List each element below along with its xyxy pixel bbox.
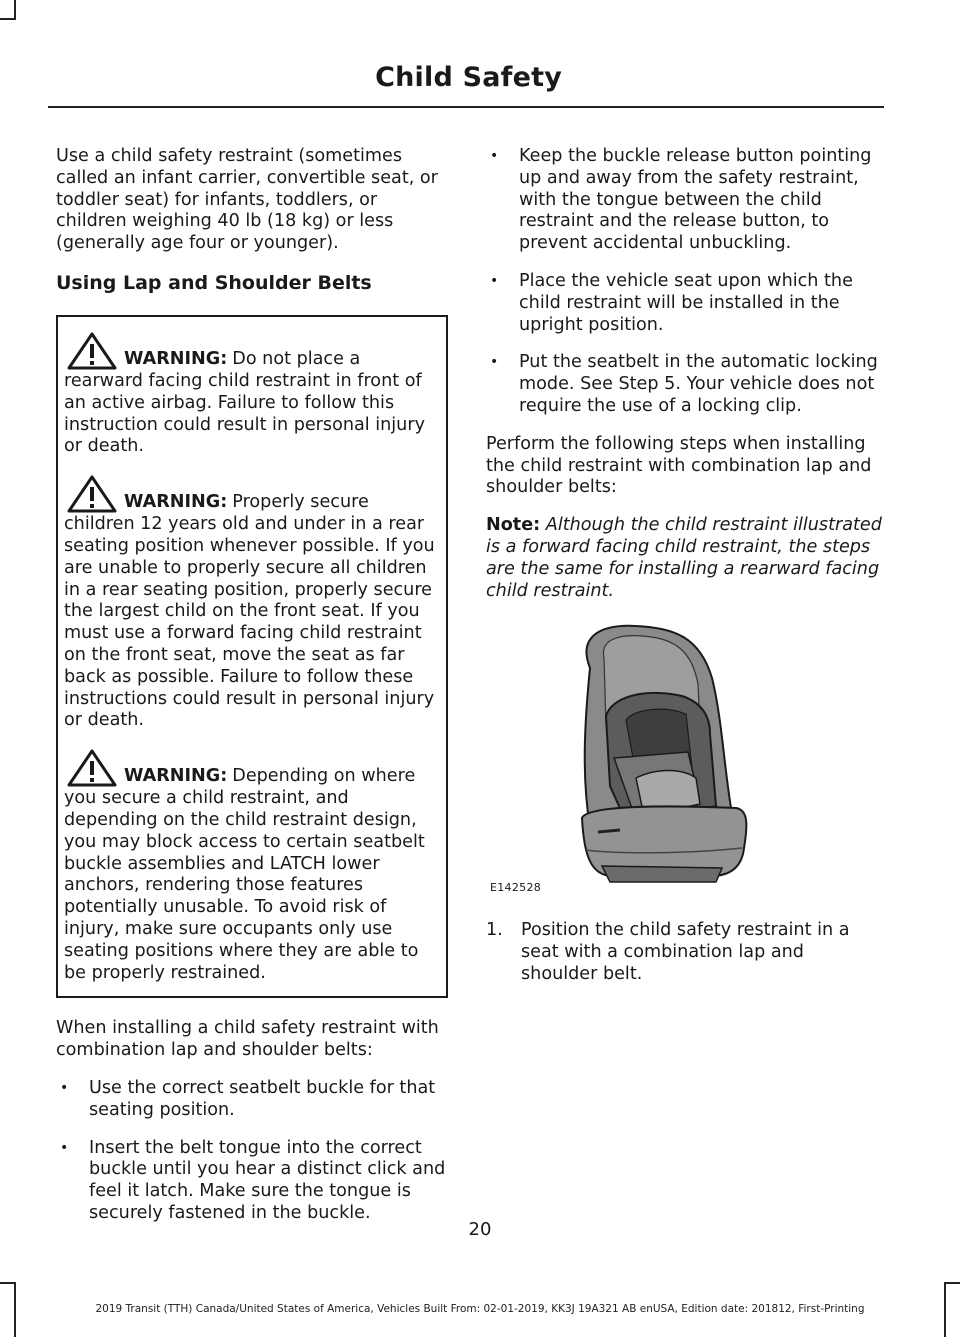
warning-triangle-icon bbox=[66, 474, 118, 514]
right-column bbox=[486, 146, 882, 1002]
section-heading: Using Lap and Shoulder Belts bbox=[56, 271, 372, 294]
warning-text: children 12 years old and under in a rear seating position whenever possible. If you are unable to properly secure all children in a rear seating position, properly secure the largest child on the front seat. If you must use a forward facing child restraint on the front seat, move the seat as far back as possible. Failure to follow these instructions could result in personal injury or death. bbox=[64, 514, 435, 731]
step-text: Position the child safety restraint in a seat with a combination lap and shoulder belt. bbox=[521, 920, 850, 984]
intro-paragraph: Use a child safety restraint (sometimes called an infant carrier, convertible seat, or toddler seat) for infants, toddlers, or children weighing 40 lb (18 kg) or less (generally age four or younger). bbox=[56, 146, 438, 254]
footer-text: 2019 Transit (TTH) Canada/United States of America, Vehicles Built From: 02-01-2019, KK3J 19A321 AB enUSA, Edition date: 201812, First-Printing bbox=[95, 1303, 865, 1315]
crop-mark bbox=[944, 1282, 946, 1337]
figure-code: E142528 bbox=[490, 881, 542, 895]
perform-paragraph: Perform the following steps when installing the child restraint with combination lap and shoulder belts: bbox=[486, 433, 872, 498]
bullet-list bbox=[486, 146, 882, 418]
warning-text: rearward facing child restraint in front of an active airbag. Failure to follow this instruction could result in personal injury or death. bbox=[64, 370, 425, 457]
child-seat-illustration bbox=[486, 618, 882, 898]
crop-mark bbox=[0, 18, 16, 20]
warning-text-start: Do not place a bbox=[232, 349, 361, 370]
crop-mark bbox=[944, 1282, 960, 1284]
warning-triangle-icon bbox=[66, 748, 118, 788]
note-text: Although the child restraint illustrated is a forward facing child restraint, the steps are the same for installing a rearward facing child restraint. bbox=[486, 515, 882, 601]
list-item: • Place the vehicle seat upon which the child restraint will be installed in the upright position. bbox=[486, 271, 882, 336]
crop-mark bbox=[14, 0, 16, 20]
warning-box bbox=[56, 315, 448, 998]
child-seat-drawing bbox=[486, 618, 882, 898]
header-rule bbox=[48, 106, 884, 108]
left-column bbox=[56, 146, 448, 1241]
list-item: • Insert the belt tongue into the correct buckle until you hear a distinct click and feel it latch. Make sure the tongue is securely fastened in the buckle. bbox=[56, 1138, 448, 1225]
page-title: Child Safety bbox=[375, 62, 562, 93]
warning-text-start: Depending on where bbox=[232, 766, 416, 787]
warning-item bbox=[64, 474, 440, 732]
warning-triangle-icon bbox=[66, 331, 118, 371]
note-label: Note: bbox=[486, 515, 541, 536]
page-number: 20 bbox=[468, 1219, 492, 1240]
step-number: 1. bbox=[486, 920, 503, 941]
crop-mark bbox=[14, 1282, 16, 1337]
note-paragraph bbox=[486, 515, 882, 602]
warning-text-start: Properly secure bbox=[232, 492, 369, 513]
warning-text: you secure a child restraint, and depending on the child restraint design, you may block access to certain seatbelt buckle assemblies and LATCH lower anchors, rendering those features potentially unusable. To avoid risk of injury, make sure occupants only use seating positions where they are able to be properly restrained. bbox=[64, 788, 425, 983]
warning-item bbox=[64, 331, 440, 458]
warning-label: WARNING: bbox=[124, 349, 228, 370]
crop-mark bbox=[0, 1282, 16, 1284]
bullet-list bbox=[56, 1078, 448, 1225]
numbered-steps bbox=[486, 920, 882, 985]
installing-paragraph: When installing a child safety restraint with combination lap and shoulder belts: bbox=[56, 1018, 439, 1061]
list-item: • Keep the buckle release button pointing up and away from the safety restraint, with the tongue between the child restraint and the release button, to prevent accidental unbuckling. bbox=[486, 146, 882, 255]
warning-label: WARNING: bbox=[124, 766, 228, 787]
warning-item bbox=[64, 748, 440, 984]
step-item bbox=[486, 920, 882, 985]
list-item: • Use the correct seatbelt buckle for that seating position. bbox=[56, 1078, 448, 1122]
list-item: • Put the seatbelt in the automatic locking mode. See Step 5. Your vehicle does not require the use of a locking clip. bbox=[486, 352, 882, 417]
warning-label: WARNING: bbox=[124, 492, 228, 513]
